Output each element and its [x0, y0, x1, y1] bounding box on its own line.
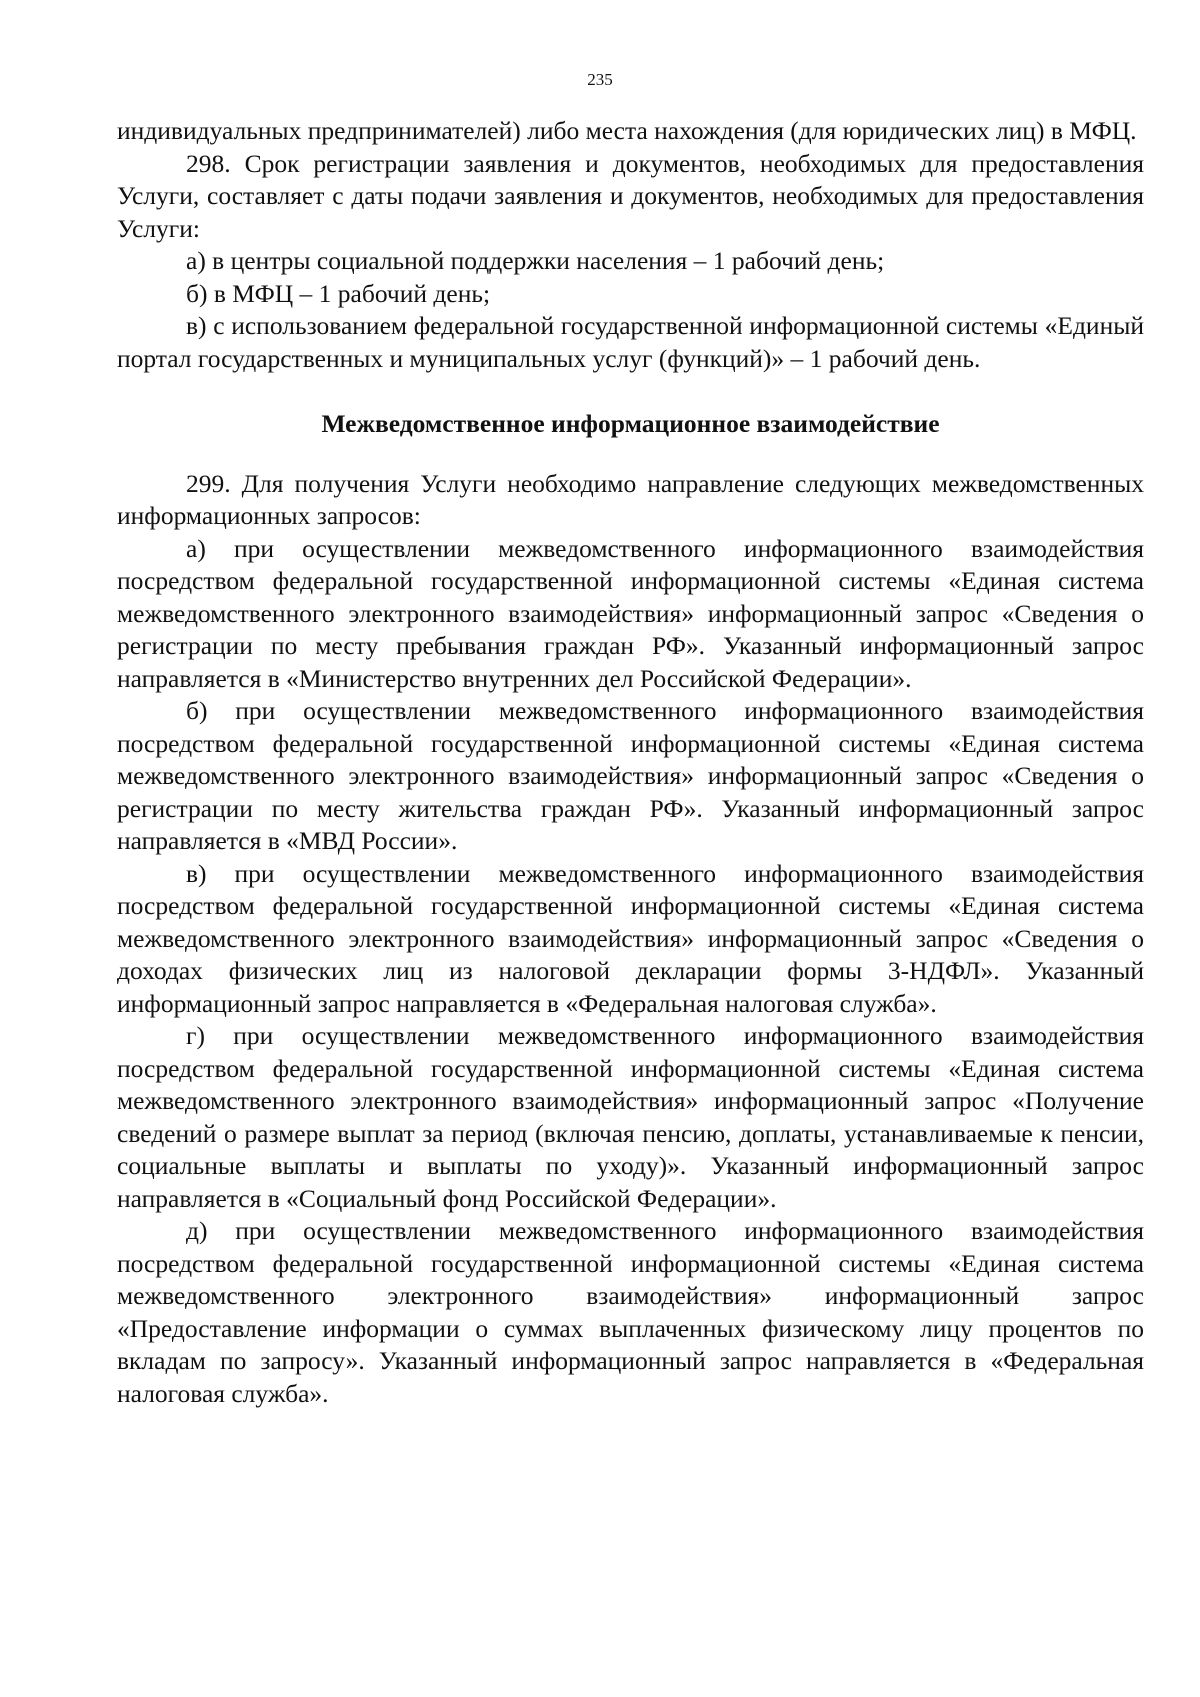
list-item-a: а) в центры социальной поддержки населения – 1 рабочий день;: [186, 246, 885, 275]
list-item-v: в) с использованием федеральной государственной информационной системы «Единый портал государственных и муниципальных услуг (функций)» – 1 рабочий день.: [117, 311, 1144, 373]
document-body: [117, 115, 1144, 1410]
request-item-b: б) при осуществлении межведомственного информационного взаимодействия посредством федеральной государственной информационной системы «Единая система межведомственного электронного взаимодействия» информационный запрос «Сведения о регистрации по месту жительства граждан РФ». Указанный информационный запрос направляется в «МВД России».: [117, 696, 1144, 855]
request-item-a: а) при осуществлении межведомственного информационного взаимодействия посредством федеральной государственной информационной системы «Единая система межведомственного электронного взаимодействия» информационный запрос «Сведения о регистрации по месту пребывания граждан РФ». Указанный информационный запрос направляется в «Министерство внутренних дел Российской Федерации».: [117, 533, 1144, 693]
request-item-v: в) при осуществлении межведомственного информационного взаимодействия посредством федеральной государственной информационной системы «Единая система межведомственного электронного взаимодействия» информационный запрос «Сведения о доходах физических лиц из налоговой декларации формы 3-НДФЛ». Указанный информационный запрос направляется в «Федеральная налоговая служба».: [117, 858, 1144, 1018]
page-number: 235: [587, 70, 613, 89]
request-item-g: г) при осуществлении межведомственного информационного взаимодействия посредством федеральной государственной информационной системы «Единая система межведомственного электронного взаимодействия» информационный запрос «Получение сведений о размере выплат за период (включая пенсию, доплаты, устанавливаемые к пенсии, социальные выплаты и выплаты по уходу)». Указанный информационный запрос направляется в «Социальный фонд Российской Федерации».: [117, 1021, 1144, 1213]
paragraph-298: 298. Срок регистрации заявления и документов, необходимых для предоставления Услуги, составляет с даты подачи заявления и документов, необходимых для предоставления Услуги:: [117, 148, 1144, 243]
section-heading: Межведомственное информационное взаимодействие: [321, 409, 940, 438]
paragraph-299: 299. Для получения Услуги необходимо направление следующих межведомственных информационных запросов:: [117, 468, 1144, 530]
request-item-d: д) при осуществлении межведомственного информационного взаимодействия посредством федеральной государственной информационной системы «Единая система межведомственного электронного взаимодействия» информационный запрос «Предоставление информации о суммах выплаченных физическому лицу процентов по вкладам по запросу». Указанный информационный запрос направляется в «Федеральная налоговая служба».: [117, 1216, 1144, 1408]
list-item-b: б) в МФЦ – 1 рабочий день;: [186, 278, 491, 308]
paragraph-continuation: индивидуальных предпринимателей) либо места нахождения (для юридических лиц) в МФЦ.: [117, 116, 1137, 145]
